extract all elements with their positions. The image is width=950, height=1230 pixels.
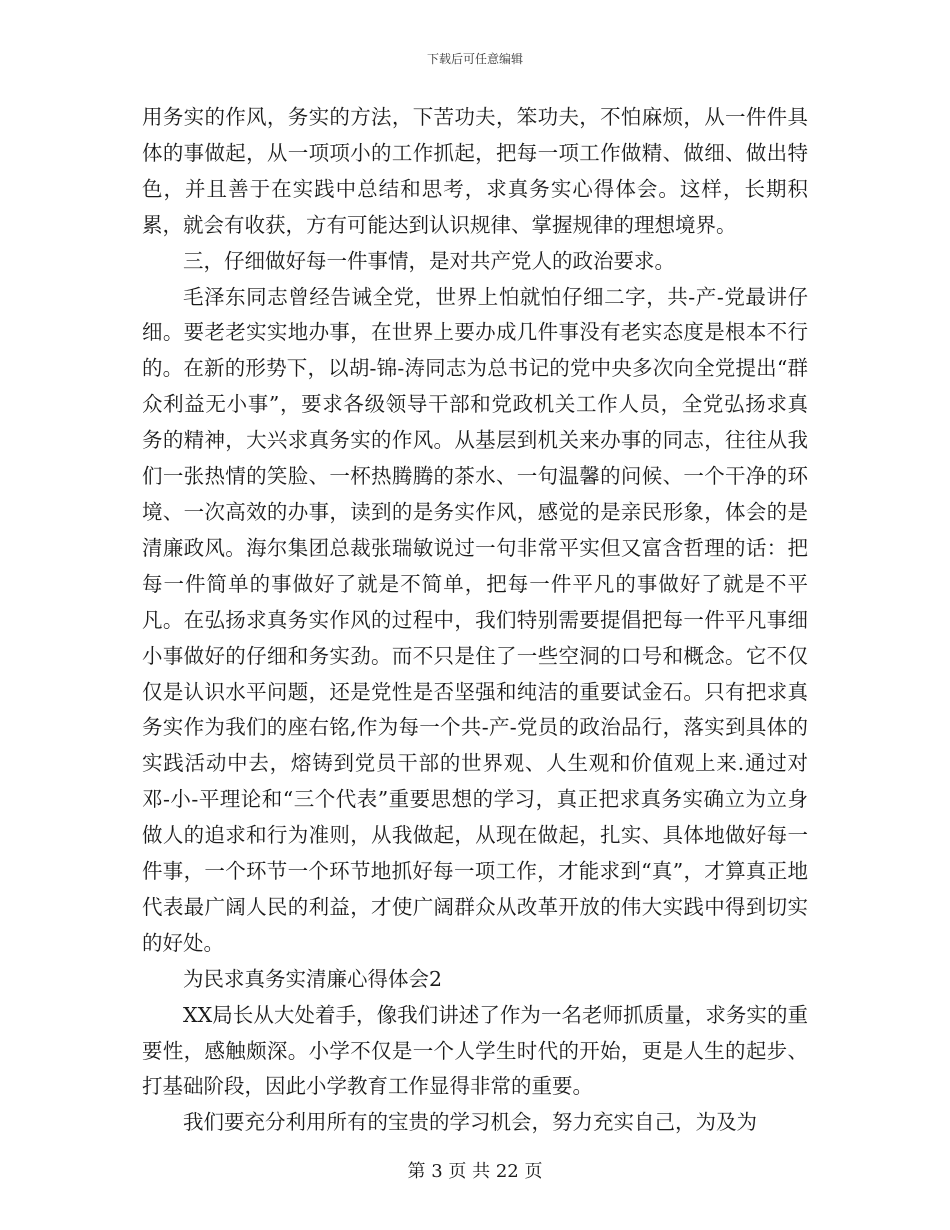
paragraph-2: 毛泽东同志曾经告诫全党，世界上怕就怕仔细二字，共-产-党最讲仔细。要老老实实地办事，在世界上要办成几件事没有老实态度是根本不行的。在新的形势下，以胡-锦-涛同志为总书记的党中央多次向全党提出“群众利益无小事”，要求各级领导干部和党政机关工作人员，全党弘扬求真务的精神，大兴求真务实的作风。从基层到机关来办事的同志，往往从我们一张热情的笑脸、一杯热腾腾的茶水、一句温馨的问候、一个干净的环境、一次高效的办事，读到的是务实作风，感觉的是亲民形象，体会的是清廉政风。海尔集团总裁张瑞敏说过一句非常平实但又富含哲理的话：把每一件简单的事做好了就是不简单，把每一件平凡的事做好了就是不平凡。在弘扬求真务实作风的过程中，我们特别需要提倡把每一件平凡事细小事做好的仔细和务实劲。而不只是住了一些空洞的口号和概念。它不仅仅是认识水平问题，还是党性是否坚强和纯洁的重要试金石。只有把求真务实作为我们的座右铭,作为每一个共-产-党员的政治品行，落实到具体的实践活动中去，熔铸到党员干部的世界观、人生观和价值观上来.通过对邓-小-平理论和“三个代表”重要思想的学习，真正把求真务实确立为立身做人的追求和行为准则，从我做起，从现在做起，扎实、具体地做好每一件事，一个环节一个环节地抓好每一项工作，才能求到“真”，才算真正地代表最广阔人民的利益，才使广阔群众从改革开放的伟大实践中得到切实的好处。 — [142, 284, 808, 955]
paragraph-3: XX局长从大处着手，像我们讲述了作为一名老师抓质量，求务实的重要性，感触颇深。小学不仅是一个人学生时代的开始，更是人生的起步、打基础阶段，因此小学教育工作显得非常的重要。 — [142, 1002, 808, 1099]
paragraph-1: 用务实的作风，务实的方法，下苦功夫，笨功夫，不怕麻烦，从一件件具体的事做起，从一项项小的工作抓起，把每一项工作做精、做细、做出特色，并且善于在实践中总结和思考，求真务实心得体会。这样，长期积累，就会有收获，方有可能达到认识规律、掌握规律的理想境界。 — [142, 105, 808, 237]
article-title-2: 为民求真务实清廉心得体会2 — [183, 966, 443, 991]
page-header-note: 下载后可任意编辑 — [426, 52, 523, 66]
paragraph-4: 我们要充分利用所有的宝贵的学习机会，努力充实自己，为及为 — [183, 1110, 757, 1135]
section-heading-3: 三，仔细做好每一件事情，是对共产党人的政治要求。 — [183, 248, 675, 273]
page-number-footer: 第 3 页 共 22 页 — [407, 1161, 543, 1182]
document-body — [142, 100, 808, 1141]
